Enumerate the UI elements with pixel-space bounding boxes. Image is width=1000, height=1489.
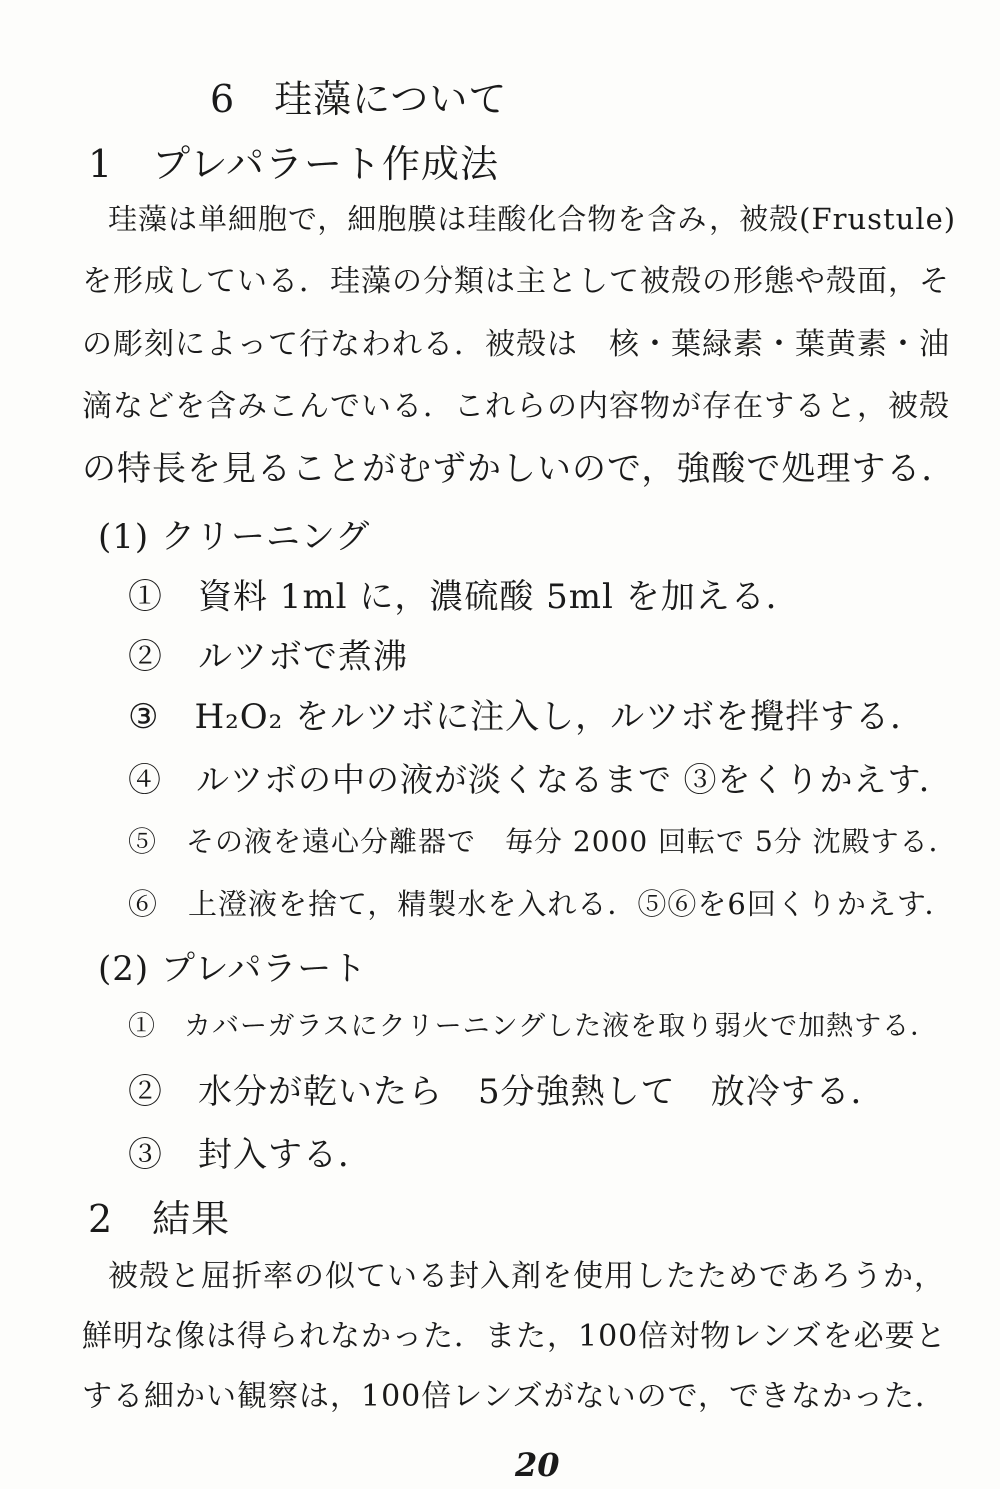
preparat-subheading: (2) プレパラート <box>98 949 368 989</box>
cleaning-step: ④ ルツボの中の液が淡くなるまで ③をくりかえす． <box>128 760 953 799</box>
paragraph-line: の彫刻によって行なわれる．被殻は 核・葉緑素・葉黄素・油 <box>82 327 950 362</box>
paragraph-line: を形成している．珪藻の分類は主として被殻の形態や殻面，そ <box>82 264 950 299</box>
paragraph-line: 被殻と屈折率の似ている封入剤を使用したためであろうか， <box>108 1259 945 1294</box>
cleaning-step: ⑥ 上澄液を捨て，精製水を入れる．⑤⑥を6回くりかえす． <box>128 887 955 921</box>
cleaning-step: ② ルツボで煮沸 <box>128 637 408 677</box>
preparat-step: ③ 封入する． <box>128 1135 373 1175</box>
preparat-step: ① カバーガラスにクリーニングした液を取り弱火で加熱する． <box>128 1011 939 1042</box>
section-2-heading: 2 結果 <box>88 1197 231 1241</box>
cleaning-step: ⑤ その液を遠心分離器で 毎分 2000 回転で 5分 沈殿する． <box>128 825 958 858</box>
paragraph-line: 珪藻は単細胞で，細胞膜は珪酸化合物を含み，被殻(Frustule) <box>108 202 957 236</box>
paragraph-line: 滴などを含みこんでいる．これらの内容物が存在すると，被殻 <box>82 389 950 424</box>
cleaning-step: ③ H₂O₂ をルツボに注入し，ルツボを攪拌する． <box>128 697 926 737</box>
cleaning-subheading: (1) クリーニング <box>98 517 371 557</box>
preparat-step: ② 水分が乾いたら 5分強熱して 放冷する． <box>128 1072 886 1112</box>
page-title: 6 珪藻について <box>210 77 508 121</box>
section-1-heading: 1 プレパラート作成法 <box>88 142 499 186</box>
paragraph-line: 鮮明な像は得られなかった．また，100倍対物レンズを必要と <box>82 1319 947 1354</box>
paragraph-line: の特長を見ることがむずかしいので，強酸で処理する． <box>82 449 957 489</box>
paragraph-line: する細かい観察は，100倍レンズがないので，できなかった． <box>82 1379 947 1414</box>
page-number: 20 <box>515 1446 560 1484</box>
cleaning-step: ① 資料 1ml に，濃硫酸 5ml を加える． <box>128 577 801 617</box>
